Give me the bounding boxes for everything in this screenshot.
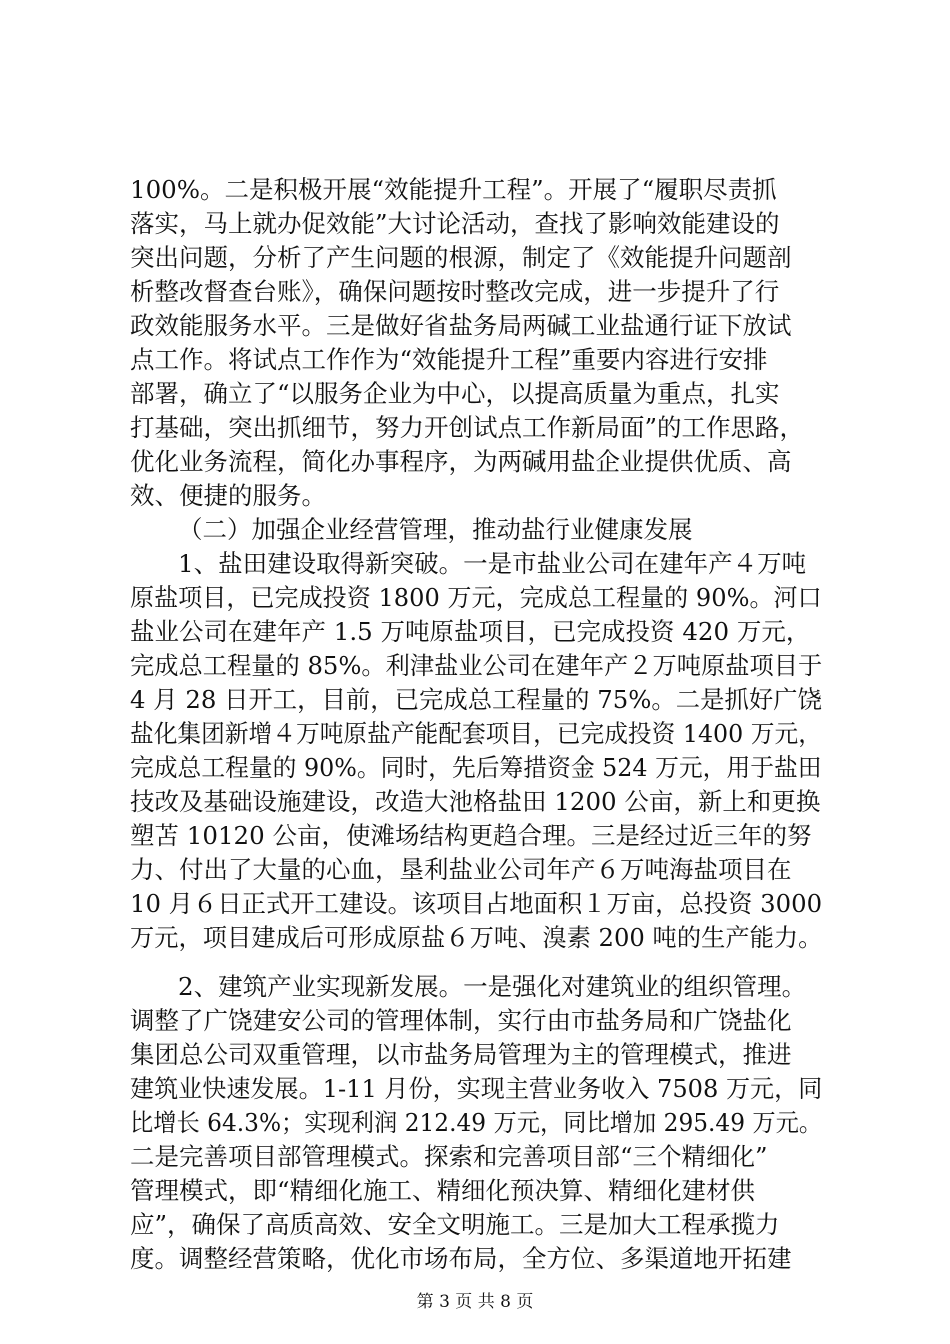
- paragraph-line: 比增长 64.3%；实现利润 212.49 万元，同比增加 295.49 万元。: [130, 1108, 823, 1137]
- paragraph-line: 10 月６日正式开工建设。该项目占地面积１万亩，总投资 3000: [130, 889, 823, 918]
- paragraph-line: 盐业公司在建年产 1.5 万吨原盐项目，已完成投资 420 万元，: [130, 617, 811, 646]
- paragraph-line: 建筑业快速发展。1-11 月份，实现主营业务收入 7508 万元，同: [130, 1074, 823, 1103]
- paragraph-line: 1、盐田建设取得新突破。一是市盐业公司在建年产４万吨: [178, 549, 807, 578]
- paragraph-line: 落实，马上就办促效能”大讨论活动，查找了影响效能建设的: [130, 209, 780, 238]
- paragraph-line: 度。调整经营策略，优化市场布局，全方位、多渠道地开拓建: [130, 1244, 792, 1273]
- paragraph-line: 突出问题，分析了产生问题的根源，制定了《效能提升问题剖: [130, 243, 792, 272]
- paragraph-line: 打基础，突出抓细节，努力开创试点工作新局面”的工作思路，: [130, 413, 805, 442]
- paragraph-line: 技改及基础设施建设，改造大池格盐田 1200 公亩，新上和更换: [130, 787, 821, 816]
- paragraph-line: 点工作。将试点工作作为“效能提升工程”重要内容进行安排: [130, 345, 768, 374]
- section-heading: （二）加强企业经营管理，推动盐行业健康发展: [178, 515, 693, 544]
- paragraph-line: 万元，项目建成后可形成原盐６万吨、溴素 200 吨的生产能力。: [130, 923, 823, 952]
- paragraph-line: 应”，确保了高质高效、安全文明施工。三是加大工程承揽力: [130, 1210, 780, 1239]
- paragraph-line: 析整改督查台账》，确保问题按时整改完成，进一步提升了行: [130, 277, 780, 306]
- paragraph-line: 塑苫 10120 公亩，使滩场结构更趋合理。三是经过近三年的努: [130, 821, 812, 850]
- paragraph-line: 力、付出了大量的心血，垦利盐业公司年产６万吨海盐项目在: [130, 855, 792, 884]
- paragraph-line: 4 月 28 日开工，目前，已完成总工程量的 75%。二是抓好广饶: [130, 685, 822, 714]
- paragraph-line: 政效能服务水平。三是做好省盐务局两碱工业盐通行证下放试: [130, 311, 792, 340]
- paragraph-line: 二是完善项目部管理模式。探索和完善项目部“三个精细化”: [130, 1142, 768, 1171]
- paragraph-line: 管理模式，即“精细化施工、精细化预决算、精细化建材供: [130, 1176, 756, 1205]
- paragraph-line: 100%。二是积极开展“效能提升工程”。开展了“履职尽责抓: [130, 175, 777, 204]
- paragraph-line: 效、便捷的服务。: [130, 481, 326, 510]
- paragraph-line: 完成总工程量的 90%。同时，先后筹措资金 524 万元，用于盐田: [130, 753, 822, 782]
- paragraph-line: 盐化集团新增４万吨原盐产能配套项目，已完成投资 1400 万元，: [130, 719, 822, 748]
- paragraph-line: 集团总公司双重管理，以市盐务局管理为主的管理模式，推进: [130, 1040, 792, 1069]
- paragraph-line: 2、建筑产业实现新发展。一是强化对建筑业的组织管理。: [178, 972, 807, 1001]
- paragraph-line: 部署，确立了“以服务企业为中心，以提高质量为重点，扎实: [130, 379, 780, 408]
- page-footer: 第 3 页 共 8 页: [416, 1292, 534, 1312]
- paragraph-line: 优化业务流程，简化办事程序，为两碱用盐企业提供优质、高: [130, 447, 792, 476]
- paragraph-line: 调整了广饶建安公司的管理体制，实行由市盐务局和广饶盐化: [130, 1006, 792, 1035]
- paragraph-line: 原盐项目，已完成投资 1800 万元，完成总工程量的 90%。河口: [130, 583, 822, 612]
- paragraph-line: 完成总工程量的 85%。利津盐业公司在建年产２万吨原盐项目于: [130, 651, 823, 680]
